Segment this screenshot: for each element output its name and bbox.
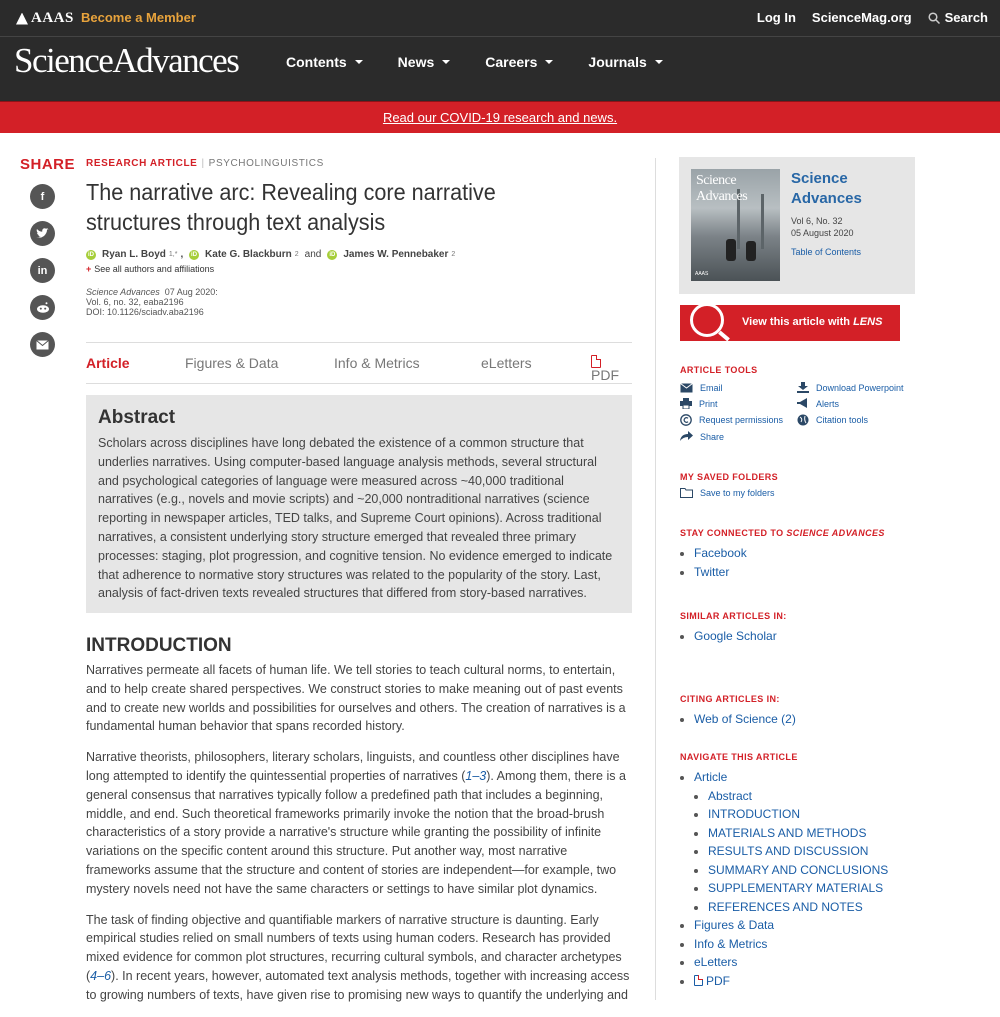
nav-pdf-link[interactable]: • PDF (694, 972, 920, 991)
similar-articles-list (694, 627, 920, 646)
facebook-link[interactable]: • Facebook (694, 544, 920, 563)
tool-label: Print (699, 398, 718, 409)
megaphone-icon (797, 398, 809, 409)
tool-label: Alerts (816, 398, 840, 409)
nav-methods-link[interactable]: • MATERIALS AND METHODS (708, 824, 920, 843)
issue-cover-box (679, 157, 915, 294)
search-icon (928, 12, 940, 24)
issue-date: 05 August 2020 (791, 228, 854, 238)
nav-contents-label: Contents (286, 54, 347, 70)
nav-abstract-link[interactable]: • Abstract (708, 787, 920, 806)
issue-journal-title[interactable]: Science Advances (791, 170, 862, 207)
similar-articles-heading: SIMILAR ARTICLES IN: (680, 611, 787, 621)
nav-results-link[interactable]: • RESULTS AND DISCUSSION (708, 842, 920, 861)
tool-label: Email (700, 382, 723, 393)
plus-icon: + (86, 264, 92, 274)
save-to-folders-link[interactable] (680, 488, 920, 498)
view-with-lens-button[interactable] (680, 305, 900, 341)
facebook-share-button[interactable] (30, 184, 55, 209)
tool-download-powerpoint[interactable] (797, 382, 917, 393)
email-share-button[interactable] (30, 332, 55, 357)
see-all-authors-label: See all authors and affiliations (94, 264, 215, 274)
tool-label: Citation tools (816, 415, 869, 425)
top-bar (0, 0, 1000, 36)
tab-figures-data[interactable]: Figures & Data (185, 355, 279, 371)
nav-news-label: News (397, 54, 435, 70)
share-label: SHARE (20, 156, 76, 173)
column-divider (655, 158, 656, 1000)
folder-icon (680, 488, 693, 498)
tab-info-metrics[interactable]: Info & Metrics (334, 355, 420, 371)
right-rail (680, 365, 920, 990)
web-of-science-link[interactable]: • Web of Science (2) (694, 710, 920, 729)
abstract-heading: Abstract (98, 407, 176, 428)
stay-connected-heading: STAY CONNECTED TO SCIENCE ADVANCES (680, 528, 885, 538)
navigate-article-heading: NAVIGATE THIS ARTICLE (680, 752, 798, 762)
tool-citation[interactable] (797, 414, 917, 426)
share-arrow-icon (680, 431, 693, 442)
chevron-down-icon (442, 60, 450, 64)
aaas-logo-text: AAAS (31, 10, 74, 26)
twitter-icon (36, 228, 49, 239)
lens-label: View this article with (742, 316, 854, 328)
nav-journals-label: Journals (588, 54, 647, 70)
orcid-icon[interactable]: iD (329, 251, 336, 258)
paragraph: The task of finding objective and quantifiable markers of narrative structure is daunting. Early empirical studies relied on small numbers of texts using human coders. Research has provided mixed evidence for common plot structures, recurring cultural symbols, and character archetypes (4–6). In recent years, however, automated text analysis methods, together with increasing access to growing numbers of texts, have given rise to promising new ways to quantify the underlying and (86, 912, 630, 1002)
saved-folders-heading: MY SAVED FOLDERS (680, 472, 779, 482)
social-links (694, 544, 920, 581)
citing-articles-list (694, 710, 920, 729)
chevron-down-icon (655, 60, 663, 64)
article-navigation (694, 768, 920, 990)
article-header: RESEARCH ARTICLE | PSYCHOLINGUISTICS The narrative arc: Revealing core narrative structures through text analysis iD Ryan L. Boyd 1,* , iD Kate G. Blackburn 2 and iD James W. Pennebaker 2 + See all authors and affiliations Science Advances 07 Aug 2020: Vol. 6, no. 32, eaba2196 DOI: 10.1126/sciadv.aba2196 (86, 158, 632, 317)
email-icon (36, 340, 49, 350)
nav-summary-link[interactable]: • SUMMARY AND CONCLUSIONS (708, 861, 920, 880)
author-link[interactable]: Kate G. Blackburn (205, 249, 292, 260)
volume-info: Vol. 6, no. 32, eaba2196 (86, 297, 184, 307)
author-affiliation: 2 (451, 251, 456, 258)
introduction-section (86, 635, 632, 1017)
tool-alerts[interactable] (797, 398, 917, 409)
nav-figures-link[interactable]: • Figures & Data (694, 916, 920, 935)
science-advances-logo[interactable]: ScienceAdvances (14, 41, 239, 80)
search-label: Search (944, 10, 988, 25)
reference-link[interactable]: 4–6 (90, 968, 112, 983)
cover-image[interactable] (691, 169, 780, 281)
linkedin-share-button[interactable] (30, 258, 55, 283)
lens-name: LENS (853, 316, 883, 328)
save-to-folders-label: Save to my folders (700, 488, 775, 498)
cover-title: Science Advances (696, 173, 748, 204)
become-member-link[interactable]: Become a Member (81, 10, 196, 25)
linkedin-icon: in (37, 264, 48, 277)
tool-share[interactable] (680, 431, 797, 442)
tool-email[interactable] (680, 382, 797, 393)
reddit-icon (36, 302, 50, 313)
orcid-icon[interactable]: iD (191, 251, 198, 258)
tool-label: Download Powerpoint (816, 382, 904, 393)
pdf-icon (694, 975, 703, 986)
nav-introduction-link[interactable]: • INTRODUCTION (708, 805, 920, 824)
download-icon (797, 382, 809, 393)
nav-contents[interactable] (286, 54, 363, 70)
sciencemag-link[interactable]: ScienceMag.org (811, 10, 912, 25)
journal-name: Science Advances (86, 287, 160, 297)
publish-date: 07 Aug 2020: (164, 287, 218, 297)
cover-publisher: AAAS (695, 271, 709, 277)
chevron-down-icon (545, 60, 553, 64)
introduction-heading: INTRODUCTION (86, 635, 232, 656)
citation-block (86, 287, 632, 317)
article-tabs (86, 342, 632, 384)
tool-print[interactable] (680, 398, 797, 409)
login-link[interactable]: Log In (756, 10, 796, 25)
tool-request-permissions[interactable] (680, 414, 797, 426)
paragraph: Narrative theorists, philosophers, literary scholars, linguists, and countless other disciplines have long attempted to identify the quintessential properties of narratives (1–3). Among them, there is a general consensus that narratives typically follow a predefined path that includes a beginning, middle, and end. Such theoretical frameworks primarily invoke the notion that the broad-brush characteristics of a story provide a narrative's structure while granting the possibility of infinite variations on the specific content around this structure. Put another way, most narrative frameworks assume that the structure and content of stories are independent—for example, two mystery novels need not have the same characters or settings to have similar plot dynamics. (86, 750, 626, 896)
nav-article-link[interactable]: • Article • Abstract • INTRODUCTION • MATERIALS AND METHODS • RESULTS AND DISCUSSION • SUMMARY AND CONCLUSIONS • SUPPLEMENTARY MATERIALS • REFERENCES AND NOTES (694, 768, 920, 916)
tab-article[interactable]: Article (86, 355, 130, 371)
google-scholar-link[interactable]: • Google Scholar (694, 627, 920, 646)
covid-banner (0, 101, 1000, 133)
paragraph: Narratives permeate all facets of human life. We tell stories to teach cultural norms, to entertain, and to help create shared perspectives. We construct stories to make meaning out of past events and to create new worlds and possibilities for ourselves and others. The creation of narratives is a fundamental human behavior that spans recorded history. (86, 663, 626, 734)
facebook-icon: f (40, 190, 45, 203)
article-tools (680, 382, 920, 442)
tool-label: Share (700, 431, 725, 442)
nav-supplementary-link[interactable]: • SUPPLEMENTARY MATERIALS (708, 879, 920, 898)
tab-pdf-label: PDF (591, 367, 619, 383)
issue-volume: Vol 6, No. 32 (791, 216, 843, 226)
main-nav (286, 54, 663, 70)
envelope-icon (680, 383, 693, 393)
nav-careers-label: Careers (485, 54, 538, 70)
tab-pdf[interactable] (591, 355, 619, 383)
tab-eletters[interactable]: eLetters (481, 355, 532, 371)
covid-link[interactable]: Read our COVID-19 research and news. (382, 110, 618, 125)
author-separator: and (304, 249, 322, 260)
chevron-down-icon (355, 60, 363, 64)
twitter-link[interactable]: • Twitter (694, 563, 920, 582)
nav-news[interactable] (398, 54, 451, 70)
nav-careers[interactable] (485, 54, 553, 70)
tool-label: Request permissions (699, 415, 784, 425)
author-link[interactable]: Ryan L. Boyd (102, 249, 166, 260)
article-tools-heading: ARTICLE TOOLS (680, 365, 758, 375)
nav-references-link[interactable]: • REFERENCES AND NOTES (708, 898, 920, 917)
article-category[interactable]: PSYCHOLINGUISTICS (208, 158, 324, 169)
nav-eletters-link[interactable]: • eLetters (694, 953, 920, 972)
author-affiliation: 1,* (168, 251, 178, 258)
author-affiliation: 2 (294, 251, 299, 258)
article-type: RESEARCH ARTICLE (86, 158, 198, 169)
doi: DOI: 10.1126/sciadv.aba2196 (86, 307, 204, 317)
copyright-icon (680, 414, 692, 426)
aaas-mark-icon (16, 13, 28, 25)
author-list: iD Ryan L. Boyd 1,* , iD Kate G. Blackburn 2 and iD James W. Pennebaker 2 (88, 249, 456, 260)
abstract-text: Scholars across disciplines have long debated the existence of a common structure that underlies narratives. Using computer-based language analysis methods, several structural and psychological categories of language were measured across ~40,000 traditional narratives (e.g., novels and movie scripts) and ~20,000 nontraditional narratives (science reporting in newspaper articles, TED talks, and Supreme Court opinions). Across traditional narratives, a consistent underlying story structure emerged that revealed three primary processes: staging, plot progression, and cognitive tension. No evidence emerged to indicate that adherence to normative story structures was related to the popularity of the story. Last, analysis of fact-driven texts revealed structures that differed from story-based narratives. (98, 436, 613, 601)
table-of-contents-link[interactable]: Table of Contents (791, 247, 862, 257)
search-button[interactable] (928, 10, 988, 25)
aaas-logo[interactable] (16, 10, 74, 27)
share-sidebar (20, 156, 76, 277)
citing-articles-heading: CITING ARTICLES IN: (680, 693, 780, 704)
reference-link[interactable]: 1–3 (465, 768, 487, 783)
reddit-share-button[interactable] (30, 295, 55, 320)
article-title: The narrative arc: Revealing core narrative structures through text analysis (86, 179, 496, 235)
nav-journals[interactable] (588, 54, 662, 70)
nav-info-metrics-link[interactable]: • Info & Metrics (694, 935, 920, 954)
printer-icon (680, 398, 692, 409)
author-link[interactable]: James W. Pennebaker (343, 249, 449, 260)
abstract-box (86, 395, 632, 613)
site-header (0, 36, 1000, 101)
twitter-share-button[interactable] (30, 221, 55, 246)
orcid-icon[interactable]: iD (88, 251, 94, 258)
globe-icon (797, 414, 809, 426)
see-all-authors-link[interactable] (86, 264, 632, 274)
